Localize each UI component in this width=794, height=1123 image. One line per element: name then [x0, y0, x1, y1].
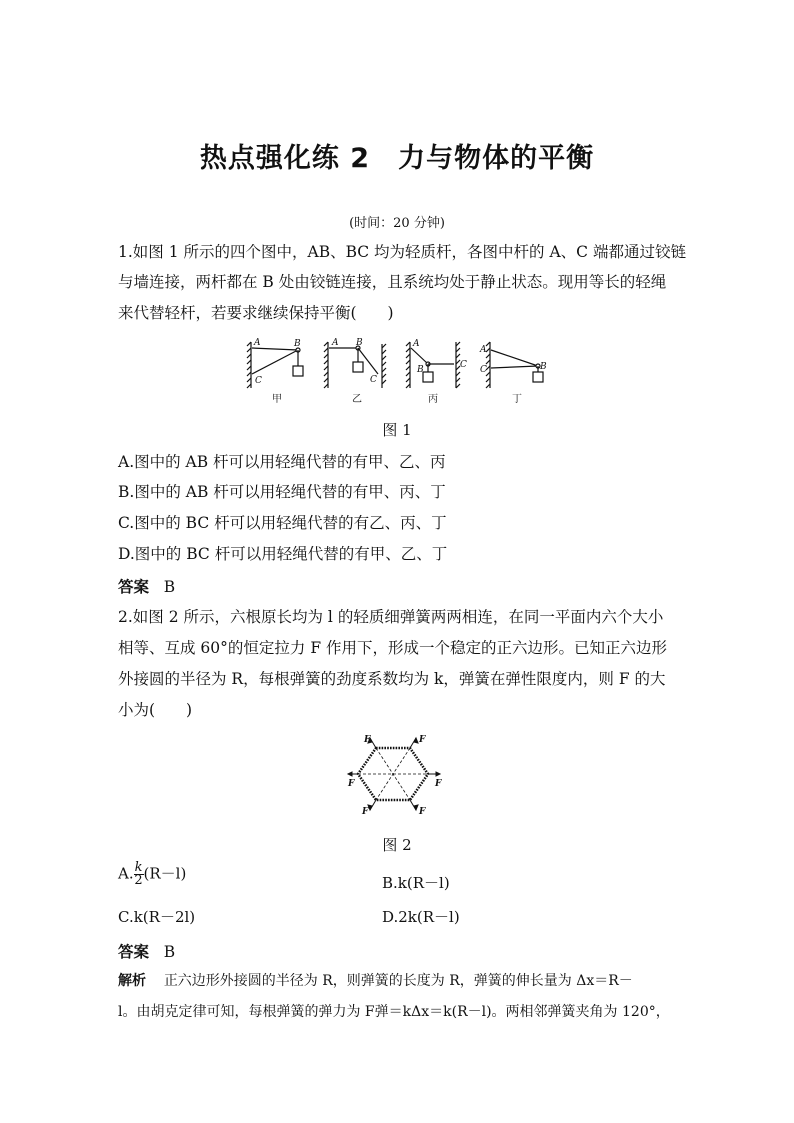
panel-label-yi: 乙 — [352, 394, 362, 405]
figure-1-diagram — [236, 336, 556, 406]
figure-1-caption: 图 1 — [382, 421, 412, 439]
q2-option-d: D.2k(R－l) — [382, 908, 460, 926]
q2-option-a — [118, 862, 186, 887]
force-label-upper-left: F — [364, 735, 371, 745]
q1-answer-value: B — [163, 578, 176, 596]
figure-2-caption: 图 2 — [382, 836, 412, 854]
q2-option-b: B.k(R－l) — [382, 874, 450, 892]
q2-answer-label: 答案 — [118, 942, 150, 961]
figure-2-diagram — [346, 732, 446, 814]
label-a-ding: A — [480, 345, 487, 355]
q1-option-b: B.图中的 AB 杆可以用轻绳代替的有甲、丙、丁 — [118, 483, 446, 501]
q2-line-4: 小为( ) — [118, 701, 193, 719]
q1-option-a: A.图中的 AB 杆可以用轻绳代替的有甲、乙、丙 — [118, 453, 446, 471]
panel-label-jia: 甲 — [272, 394, 282, 405]
q2-analysis-text-1: 正六边形外接圆的半径为 R，则弹簧的长度为 R，弹簧的伸长量为 Δx＝R－ — [163, 973, 633, 989]
page-title: 热点强化练 2 力与物体的平衡 — [199, 143, 595, 174]
force-label-upper-right: F — [419, 735, 426, 745]
q2-line-1: 2.如图 2 所示，六根原长均为 l 的轻质细弹簧两两相连，在同一平面内六个大小 — [118, 608, 664, 626]
q2-analysis-line-1 — [118, 970, 688, 990]
label-c-ding: C — [480, 365, 487, 375]
label-b-ding: B — [540, 362, 547, 372]
label-c-yi: C — [370, 375, 377, 385]
q2-option-a-rest: (R－l) — [143, 864, 187, 883]
label-b-jia: B — [294, 339, 301, 349]
label-c-bing: C — [460, 360, 467, 370]
force-label-lower-right: F — [419, 807, 426, 814]
q2-analysis-label: 解析 — [118, 973, 146, 989]
q2-line-3: 外接圆的半径为 R，每根弹簧的劲度系数均为 k，弹簧在弹性限度内，则 F 的大 — [118, 670, 666, 688]
q1-line-1: 1.如图 1 所示的四个图中，AB、BC 均为轻质杆，各图中杆的 A、C 端都通过铰链 — [118, 243, 686, 261]
q2-analysis-line-2: l。由胡克定律可知，每根弹簧的弹力为 F弹＝kΔx＝k(R－l)。两相邻弹簧夹角为 120°， — [118, 1004, 670, 1020]
q2-answer-value: B — [163, 943, 176, 961]
q2-line-2: 相等、互成 60°的恒定拉力 F 作用下，形成一个稳定的正六边形。已知正六边形 — [118, 639, 668, 657]
q2-option-c: C.k(R－2l) — [118, 908, 196, 926]
q1-line-3: 来代替轻杆，若要求继续保持平衡( ) — [118, 304, 394, 322]
q1-answer-label: 答案 — [118, 577, 150, 596]
q2-answer — [118, 940, 688, 962]
figure-1-panel-ding — [486, 342, 543, 388]
force-label-right: F — [435, 779, 442, 789]
panel-label-bing: 丙 — [428, 394, 438, 405]
q1-option-c: C.图中的 BC 杆可以用轻绳代替的有乙、丙、丁 — [118, 514, 447, 532]
panel-label-ding: 丁 — [512, 394, 522, 405]
force-label-left: F — [348, 779, 355, 789]
label-a-yi: A — [332, 338, 339, 348]
q1-line-2: 与墙连接，两杆都在 B 处由铰链连接，且系统均处于静止状态。现用等长的轻绳 — [118, 273, 667, 291]
q1-answer — [118, 575, 688, 597]
label-a-bing: A — [413, 339, 420, 349]
label-c-jia: C — [255, 376, 262, 386]
time-note: (时间：20 分钟) — [349, 216, 445, 231]
label-a-jia: A — [254, 338, 261, 348]
label-b-bing: B — [417, 365, 424, 375]
q2-option-a-fraction: $\frac{k}{2}$ — [134, 860, 143, 888]
force-label-lower-left: F — [362, 807, 369, 814]
q1-option-d: D.图中的 BC 杆可以用轻绳代替的有甲、乙、丁 — [118, 545, 448, 563]
label-b-yi: B — [356, 338, 363, 348]
q2-option-a-prefix: A. — [118, 864, 134, 883]
